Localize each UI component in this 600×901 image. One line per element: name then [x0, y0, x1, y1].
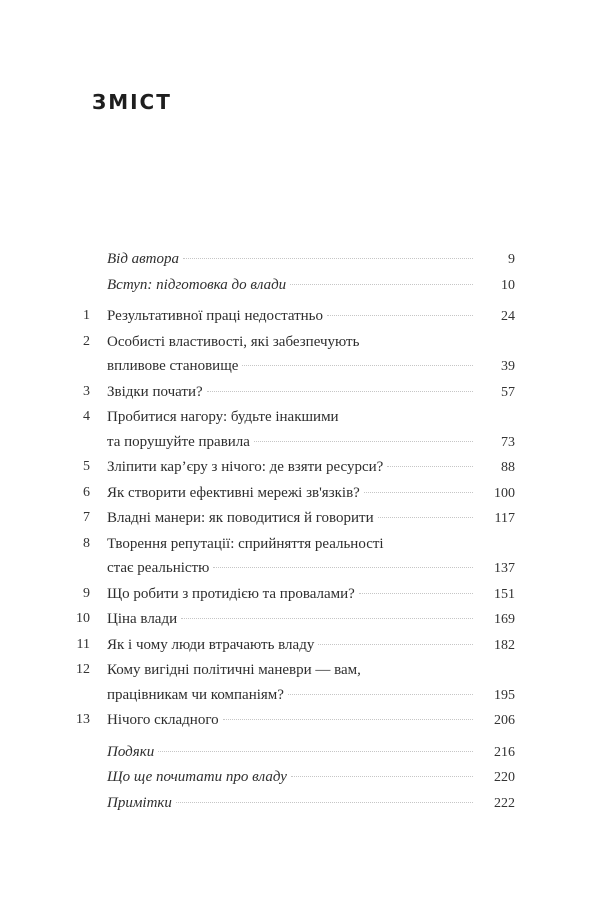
entry-title-line-1: Кому вигідні політичні маневри — вам,: [107, 662, 361, 678]
toc-entry-chapter-1[interactable]: [60, 304, 515, 330]
dot-leader: [181, 618, 473, 619]
dot-leader: [223, 719, 473, 720]
page-number: 10: [501, 277, 515, 293]
chapter-number: 3: [83, 383, 90, 399]
toc-entry-chapter-3[interactable]: [60, 380, 515, 406]
page-number: 137: [494, 561, 515, 576]
page-number: 222: [494, 795, 515, 811]
chapter-number: 7: [83, 510, 90, 525]
toc-entry-introduction[interactable]: [60, 273, 515, 299]
dot-leader: [327, 315, 473, 316]
page-number: 151: [494, 586, 515, 602]
chapter-number: 11: [76, 636, 90, 652]
chapter-number: 2: [83, 333, 90, 349]
chapter-number: 10: [76, 611, 90, 626]
dot-leader: [318, 644, 473, 645]
toc-front-matter: [60, 247, 515, 298]
page-number: 24: [501, 309, 515, 324]
toc-entry-chapter-11[interactable]: [60, 633, 515, 659]
page-number: 9: [508, 252, 515, 267]
entry-title: Що робити з протидією та провалами?: [107, 585, 355, 602]
entry-title: Що ще почитати про владу: [107, 769, 287, 785]
toc-entry-chapter-4[interactable]: [60, 405, 515, 455]
entry-title: Результативної праці недостатньо: [107, 308, 324, 324]
entry-title-line-1: Пробитися нагору: будьте інакшими: [107, 409, 339, 425]
page-number: 220: [494, 770, 515, 785]
toc-entry-chapter-12[interactable]: [60, 658, 515, 708]
page-number: 182: [494, 637, 515, 653]
page-number: 88: [501, 460, 515, 475]
dot-leader: [254, 441, 473, 442]
toc-entry-further-reading[interactable]: [60, 765, 515, 791]
entry-title-line-1: Особисті властивості, які забезпечують: [107, 333, 360, 350]
dot-leader: [291, 776, 473, 777]
entry-title-line-2: працівникам чи компаніям?: [107, 686, 284, 703]
toc-entry-chapter-13[interactable]: [60, 708, 515, 734]
page-number: 117: [494, 511, 515, 526]
entry-title-line-1: Творення репутації: сприйняття реальності: [107, 535, 384, 552]
dot-leader: [288, 694, 473, 695]
entry-title: Зліпити кар’єру з нічого: де взяти ресурси?: [107, 459, 384, 475]
chapter-number: 9: [83, 585, 90, 601]
chapter-number: 5: [83, 459, 90, 474]
entry-title: Звідки почати?: [107, 383, 203, 400]
dot-leader: [378, 517, 473, 518]
table-of-contents: [60, 247, 515, 816]
entry-title: Примітки: [107, 794, 172, 811]
entry-title-line-2: впливове становище: [107, 358, 239, 374]
dot-leader: [183, 258, 473, 259]
entry-title-line-2: стає реальністю: [107, 560, 210, 576]
entry-title: Вступ: підготовка до влади: [107, 276, 287, 293]
entry-title: Ціна влади: [107, 611, 178, 627]
page-number: 100: [494, 485, 515, 501]
page-number: 216: [494, 744, 515, 760]
toc-entry-from-author[interactable]: [60, 247, 515, 273]
toc-entry-chapter-2[interactable]: [60, 330, 515, 380]
page-number: 206: [494, 713, 515, 728]
dot-leader: [364, 492, 473, 493]
toc-entry-acknowledgments[interactable]: [60, 740, 515, 766]
dot-leader: [213, 567, 473, 568]
chapter-number: 13: [76, 712, 90, 727]
entry-title: Подяки: [107, 743, 155, 760]
toc-entry-chapter-6[interactable]: [60, 481, 515, 507]
toc-entry-chapter-5[interactable]: [60, 455, 515, 481]
toc-entry-chapter-10[interactable]: [60, 607, 515, 633]
page-number: 195: [494, 687, 515, 703]
chapter-number: 6: [83, 484, 90, 500]
dot-leader: [290, 284, 473, 285]
dot-leader: [207, 391, 473, 392]
entry-title: Нічого складного: [107, 712, 219, 728]
entry-title: Владні манери: як поводитися й говорити: [107, 510, 374, 526]
dot-leader: [387, 466, 473, 467]
page-number: 39: [501, 359, 515, 374]
page-number: 57: [501, 384, 515, 400]
entry-title: Як створити ефективні мережі зв'язків?: [107, 484, 360, 501]
dot-leader: [158, 751, 473, 752]
chapter-number: 12: [76, 662, 90, 677]
dot-leader: [242, 365, 473, 366]
entry-title: Від автора: [107, 251, 180, 267]
chapter-number: 4: [83, 409, 90, 424]
dot-leader: [176, 802, 473, 803]
entry-title-line-2: та порушуйте правила: [107, 433, 250, 450]
page-number: 169: [494, 612, 515, 627]
chapter-number: 8: [83, 535, 90, 551]
chapter-number: 1: [83, 308, 90, 323]
toc-chapters: [60, 304, 515, 734]
toc-entry-notes[interactable]: [60, 791, 515, 817]
toc-entry-chapter-7[interactable]: [60, 506, 515, 532]
page-number: 73: [501, 434, 515, 450]
toc-entry-chapter-9[interactable]: [60, 582, 515, 608]
toc-back-matter: [60, 740, 515, 817]
entry-title: Як і чому люди втрачають владу: [107, 636, 315, 653]
dot-leader: [359, 593, 473, 594]
page-title: ЗМІСТ: [92, 90, 172, 114]
toc-entry-chapter-8[interactable]: [60, 532, 515, 582]
